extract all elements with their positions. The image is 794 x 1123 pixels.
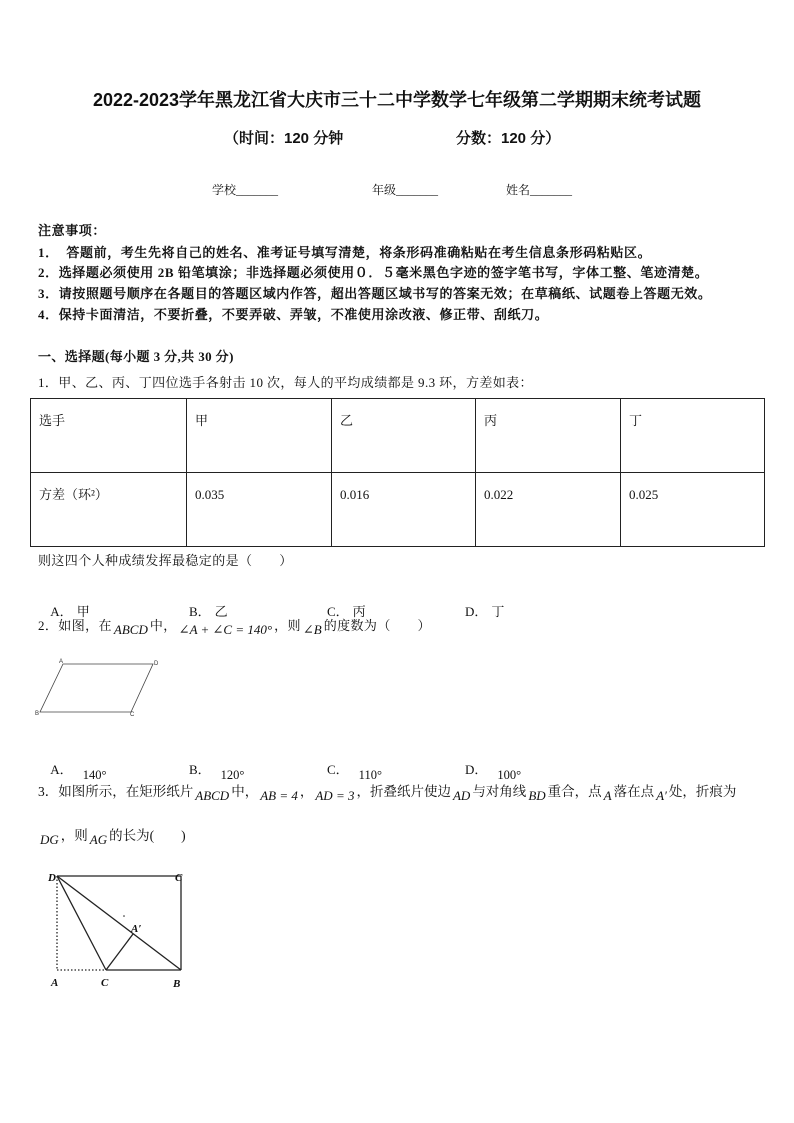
text-run: 的长为( ) bbox=[109, 828, 186, 843]
text-run: ，则 bbox=[274, 618, 301, 633]
option-letter: B． bbox=[189, 762, 211, 777]
point-dot bbox=[123, 915, 125, 917]
question-1-prompt: 则这四个人种成绩发挥最稳定的是（ ） bbox=[38, 553, 293, 568]
option-letter: A． bbox=[50, 604, 73, 619]
vertex-label-c: C bbox=[130, 712, 135, 718]
question-1-stem: 1．甲、乙、丙、丁四位选手各射击 10 次，每人的平均成绩都是 9.3 环，方差如表： bbox=[38, 375, 533, 390]
text-run: 中， bbox=[149, 618, 177, 633]
vertex-label-b: B bbox=[35, 711, 40, 717]
option-letter: C． bbox=[327, 604, 349, 619]
vertex-label-a-prime: A′ bbox=[131, 923, 142, 935]
note-item: 3．请按照题号顺序在各题目的答题区域内作答，超出答题区域书写的答案无效；在草稿纸、试题卷上答题无效。 bbox=[38, 286, 712, 301]
variance-table bbox=[30, 398, 765, 547]
text-run: 与对角线 bbox=[472, 784, 527, 799]
folded-rectangle-figure bbox=[40, 862, 195, 997]
note-item: 2．选择题必须使用 2B 铅笔填涂；非选择题必须使用０．５毫米黑色字迹的签字笔书写，字体工整、笔迹清楚。 bbox=[38, 265, 709, 280]
note-item: 4．保持卡面清洁，不要折叠，不要弄破、弄皱，不准使用涂改液、修正带、刮纸刀。 bbox=[38, 307, 549, 322]
text-run: 落在点 bbox=[613, 784, 655, 799]
vertex-label-c: C bbox=[175, 872, 183, 884]
math-expression: ABCD bbox=[113, 622, 148, 637]
name-field: 姓名_______ bbox=[506, 183, 573, 197]
table-cell: 0.025 bbox=[621, 473, 765, 547]
question-3-stem-line-2 bbox=[38, 826, 186, 846]
question-3-stem-line-1 bbox=[38, 782, 736, 802]
option-value: 140° bbox=[82, 768, 107, 782]
math-expression: A′ bbox=[656, 788, 667, 803]
segment-g-aprime bbox=[106, 934, 133, 970]
table-cell: 甲 bbox=[187, 399, 332, 473]
table-cell: 丁 bbox=[621, 399, 765, 473]
text-run: ，则 bbox=[60, 828, 88, 843]
table-cell: 丙 bbox=[476, 399, 621, 473]
vertex-label-d: D bbox=[154, 661, 159, 667]
option-value: 100° bbox=[497, 768, 522, 782]
option-text: 丙 bbox=[352, 604, 366, 619]
diagonal-db bbox=[57, 876, 181, 970]
math-expression: BD bbox=[528, 788, 546, 803]
vertex-label-d: D bbox=[48, 872, 56, 884]
math-expression: A bbox=[603, 788, 612, 803]
text-run: 2．如图，在 bbox=[38, 618, 112, 633]
option-text: 乙 bbox=[214, 604, 228, 619]
school-field: 学校_______ bbox=[212, 183, 279, 197]
table-cell: 0.022 bbox=[476, 473, 621, 547]
vertex-label-b: B bbox=[173, 978, 181, 990]
table-cell: 乙 bbox=[332, 399, 476, 473]
exam-time: （时间：120 分钟 bbox=[224, 130, 344, 147]
note-item: 1． 答题前，考生先将自己的姓名、准考证号填写清楚，将条形码准确粘贴在考生信息条形码粘贴区。 bbox=[38, 245, 652, 260]
table-cell: 选手 bbox=[31, 399, 187, 473]
text-run: 中， bbox=[231, 784, 259, 799]
table-row bbox=[31, 473, 765, 547]
option-letter: B． bbox=[189, 604, 211, 619]
text-run: ，折叠纸片使边 bbox=[356, 784, 451, 799]
vertex-label-a: A bbox=[51, 977, 59, 989]
exam-score: 分数：120 分） bbox=[456, 130, 561, 147]
text-run: 重合，点 bbox=[547, 784, 602, 799]
exam-title: 2022-2023学年黑龙江省大庆市三十二中学数学七年级第二学期期末统考试题 bbox=[92, 90, 702, 110]
math-expression: AB = 4 bbox=[260, 788, 298, 803]
option-letter: D． bbox=[465, 762, 488, 777]
math-expression: AD = 3 bbox=[315, 788, 355, 803]
grade-field: 年级_______ bbox=[372, 183, 439, 197]
vertex-label-a: A bbox=[59, 659, 64, 665]
option-letter: C． bbox=[327, 762, 349, 777]
question-2-stem bbox=[38, 616, 431, 636]
math-expression: AD bbox=[452, 788, 471, 803]
table-header-row bbox=[31, 399, 765, 473]
text-run: 的度数为（ ） bbox=[323, 618, 431, 633]
option-text: 丁 bbox=[491, 604, 505, 619]
vertex-label-g: C bbox=[101, 977, 109, 989]
parallelogram-shape bbox=[40, 664, 153, 712]
math-expression: ∠B bbox=[302, 622, 322, 637]
section-heading: 一、选择题(每小题 3 分,共 30 分) bbox=[38, 349, 234, 364]
math-expression: AG bbox=[89, 832, 108, 847]
notes-heading: 注意事项： bbox=[38, 223, 107, 238]
crease-dg bbox=[57, 876, 106, 970]
text-run: 处，折痕为 bbox=[668, 784, 737, 799]
math-expression: ABCD bbox=[195, 788, 230, 803]
option-letter: A． bbox=[50, 762, 73, 777]
math-expression: DG bbox=[40, 832, 59, 847]
parallelogram-figure bbox=[30, 655, 165, 720]
math-expression: ∠A + ∠C = 140° bbox=[178, 622, 273, 637]
option-value: 120° bbox=[220, 768, 245, 782]
text-run: ， bbox=[299, 784, 314, 799]
option-value: 110° bbox=[358, 768, 382, 782]
table-cell: 0.035 bbox=[187, 473, 332, 547]
question-1-option-d bbox=[452, 582, 504, 642]
table-cell: 0.016 bbox=[332, 473, 476, 547]
option-text: 甲 bbox=[76, 604, 90, 619]
option-letter: D． bbox=[465, 604, 488, 619]
table-cell: 方差（环²） bbox=[31, 473, 187, 547]
text-run: 3．如图所示，在矩形纸片 bbox=[38, 784, 194, 799]
